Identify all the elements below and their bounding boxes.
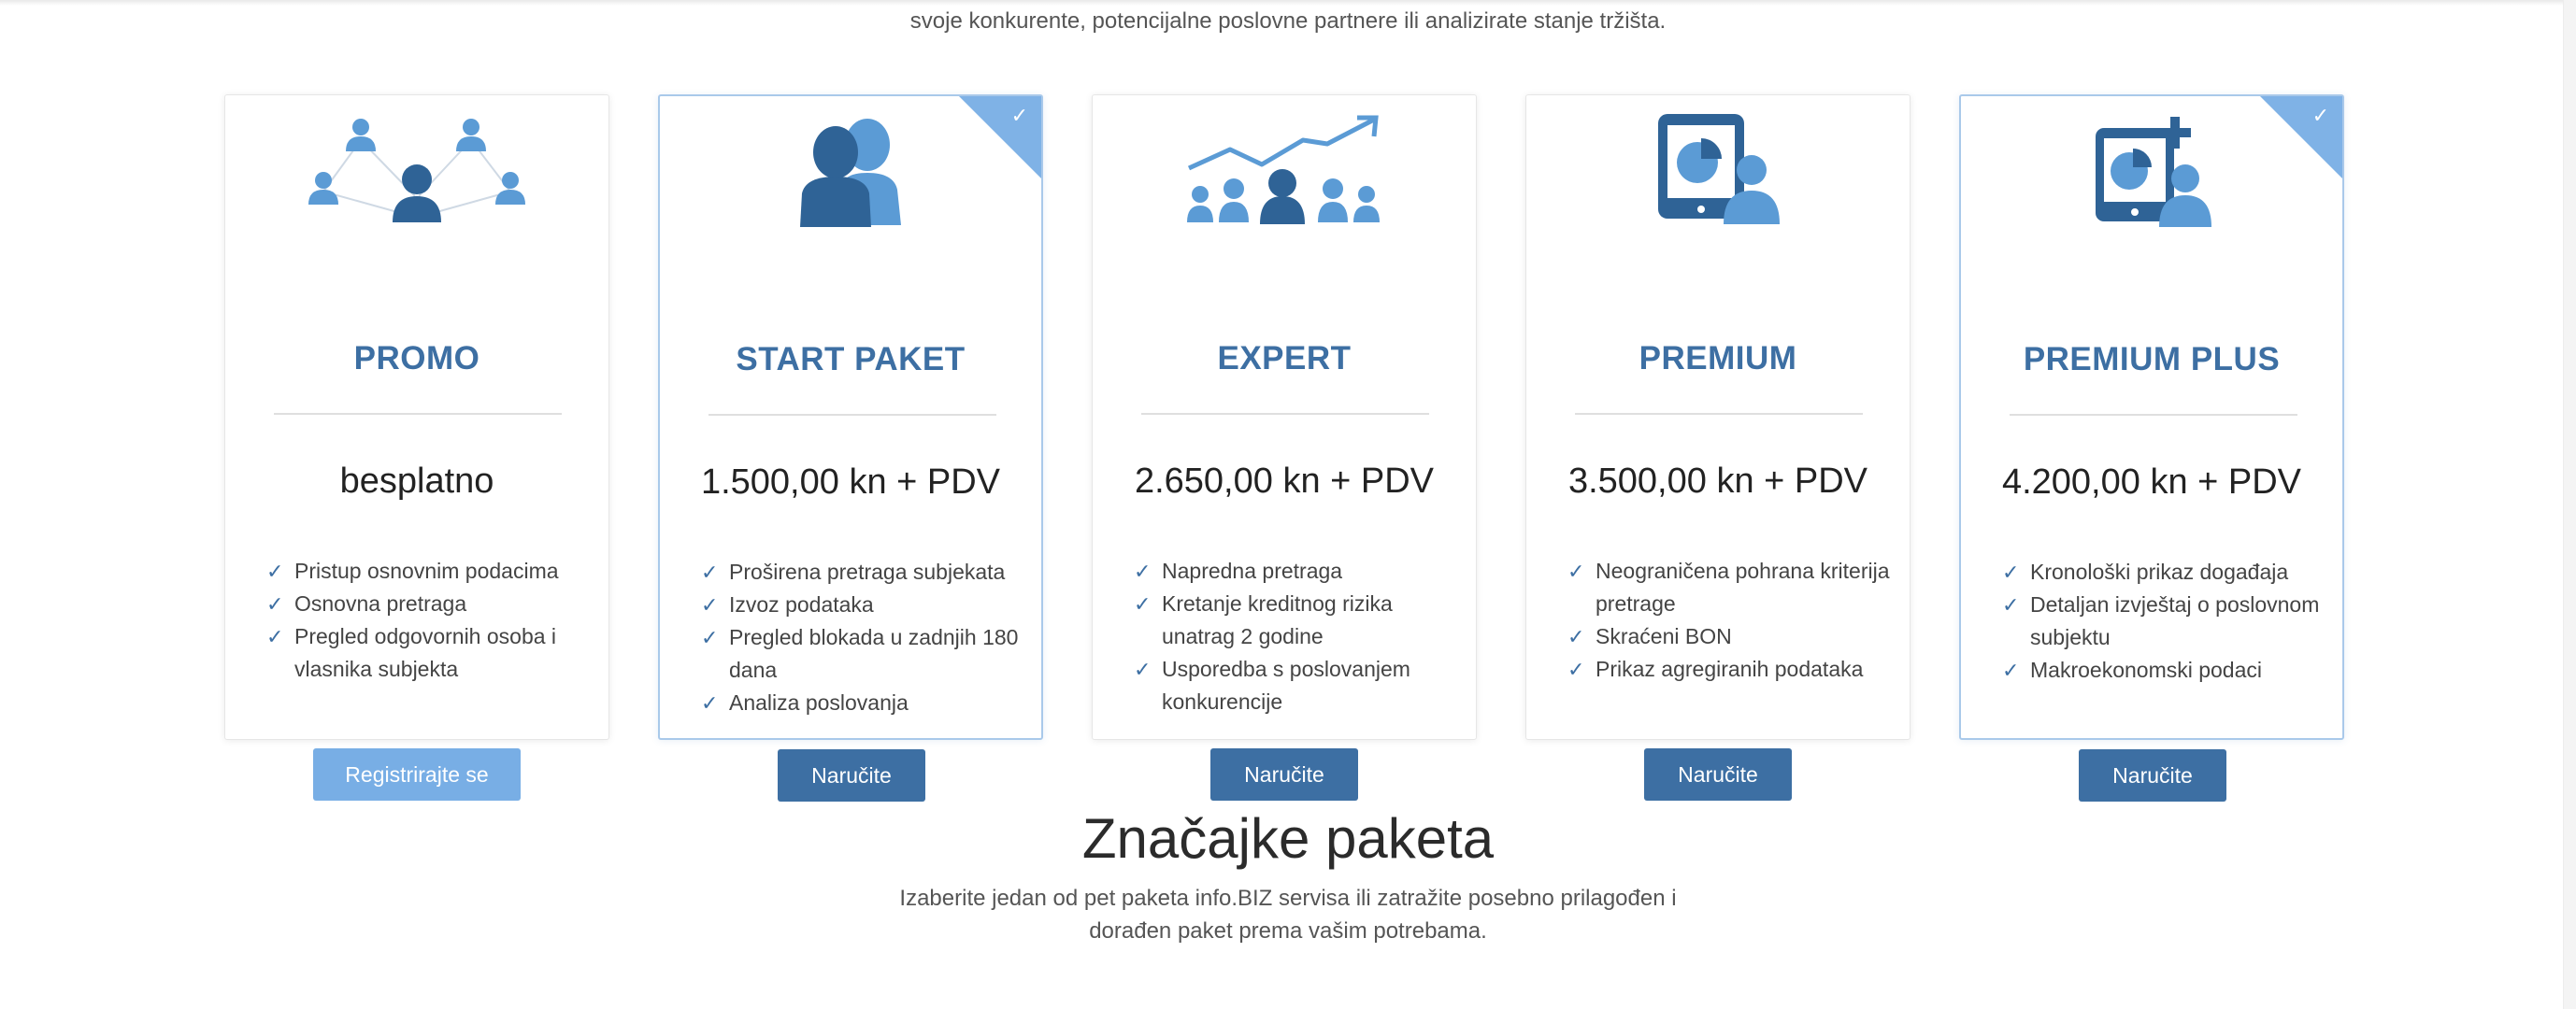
feature-item: ✓ Izvoz podataka xyxy=(701,589,1028,621)
order-button[interactable]: Naručite xyxy=(2079,749,2226,802)
package-price: 2.650,00 kn + PDV xyxy=(1134,462,1435,501)
package-card-promo xyxy=(224,94,609,787)
divider xyxy=(1141,413,1429,415)
feature-item: ✓ Detaljan izvještaj o poslovnom subjektu xyxy=(2002,589,2329,654)
growth-team-icon xyxy=(1093,112,1476,234)
feature-item: ✓ Osnovna pretraga xyxy=(266,588,594,620)
check-icon: ✓ xyxy=(1567,658,1585,681)
check-icon: ✓ xyxy=(701,691,719,715)
feature-item: ✓ Pristup osnovnim podacima xyxy=(266,555,594,588)
package-card-premium-plus xyxy=(1959,94,2344,788)
feature-item: ✓ Proširena pretraga subjekata xyxy=(701,556,1028,589)
divider xyxy=(1575,413,1863,415)
two-people-icon xyxy=(660,113,1041,234)
feature-item: ✓ Skraćeni BON xyxy=(1567,620,1895,653)
divider xyxy=(274,413,562,415)
intro-text: svoje konkurente, potencijalne poslovne partnere ili analizirate stanje tržišta. xyxy=(909,8,1667,34)
feature-item: ✓ Makroekonomski podaci xyxy=(2002,654,2329,687)
order-button[interactable]: Naručite xyxy=(1210,748,1358,801)
check-icon: ✓ xyxy=(701,561,719,584)
package-name: PREMIUM xyxy=(1639,340,1797,377)
check-icon: ✓ xyxy=(1134,560,1152,583)
package-card-expert xyxy=(1092,94,1477,787)
package-card-start xyxy=(658,94,1043,788)
order-button[interactable]: Naručite xyxy=(778,749,925,802)
package-name: START PAKET xyxy=(736,341,966,377)
feature-item: ✓ Analiza poslovanja xyxy=(701,687,1028,719)
check-icon: ✓ xyxy=(2002,561,2020,584)
register-button[interactable]: Registrirajte se xyxy=(313,748,521,801)
feature-item: ✓ Kronološki prikaz događaja xyxy=(2002,556,2329,589)
check-icon: ✓ xyxy=(701,593,719,617)
feature-list xyxy=(2002,556,2329,687)
tablet-chart-person-icon xyxy=(1526,112,1910,234)
check-icon: ✓ xyxy=(1567,560,1585,583)
section-subtitle xyxy=(0,882,2576,947)
package-name: EXPERT xyxy=(1217,340,1352,377)
feature-list xyxy=(1134,555,1461,718)
feature-list xyxy=(701,556,1028,719)
package-name: PREMIUM PLUS xyxy=(2023,341,2281,377)
feature-item: ✓ Napredna pretraga xyxy=(1134,555,1461,588)
check-icon: ✓ xyxy=(2311,104,2329,127)
check-icon: ✓ xyxy=(1567,625,1585,648)
check-icon: ✓ xyxy=(266,625,284,648)
feature-list xyxy=(266,555,594,686)
package-card-premium xyxy=(1525,94,1911,787)
check-icon: ✓ xyxy=(266,560,284,583)
check-icon: ✓ xyxy=(1010,104,1028,127)
feature-list xyxy=(1567,555,1895,686)
network-people-icon xyxy=(225,112,608,234)
feature-item: ✓ Pregled odgovornih osoba i vlasnika subjekta xyxy=(266,620,594,686)
check-icon: ✓ xyxy=(266,592,284,616)
package-name: PROMO xyxy=(353,340,480,377)
section-subtitle-line: Izaberite jedan od pet paketa info.BIZ servisa ili zatražite posebno prilagođen i xyxy=(899,886,1677,911)
feature-item: ✓ Kretanje kreditnog rizika unatrag 2 godine xyxy=(1134,588,1461,653)
section-subtitle-line: dorađen paket prema vašim potrebama. xyxy=(1089,918,1487,944)
check-icon: ✓ xyxy=(1134,658,1152,681)
package-price: 1.500,00 kn + PDV xyxy=(700,462,1001,502)
page-scrollbar[interactable] xyxy=(2563,0,2576,1009)
section-title: Značajke paketa xyxy=(1081,807,1495,870)
package-price: besplatno xyxy=(339,462,494,501)
feature-item: ✓ Pregled blokada u zadnjih 180 dana xyxy=(701,621,1028,687)
check-icon: ✓ xyxy=(2002,659,2020,682)
package-price: 4.200,00 kn + PDV xyxy=(2001,462,2302,502)
divider xyxy=(2010,414,2297,416)
package-price: 3.500,00 kn + PDV xyxy=(1567,462,1868,501)
order-button[interactable]: Naručite xyxy=(1644,748,1792,801)
feature-item: ✓ Neograničena pohrana kriterija pretrage xyxy=(1567,555,1895,620)
check-icon: ✓ xyxy=(701,626,719,649)
tablet-chart-person-plus-icon xyxy=(1961,113,2342,234)
check-icon: ✓ xyxy=(1134,592,1152,616)
divider xyxy=(708,414,996,416)
feature-item: ✓ Usporedba s poslovanjem konkurencije xyxy=(1134,653,1461,718)
check-icon: ✓ xyxy=(2002,593,2020,617)
feature-item: ✓ Prikaz agregiranih podataka xyxy=(1567,653,1895,686)
